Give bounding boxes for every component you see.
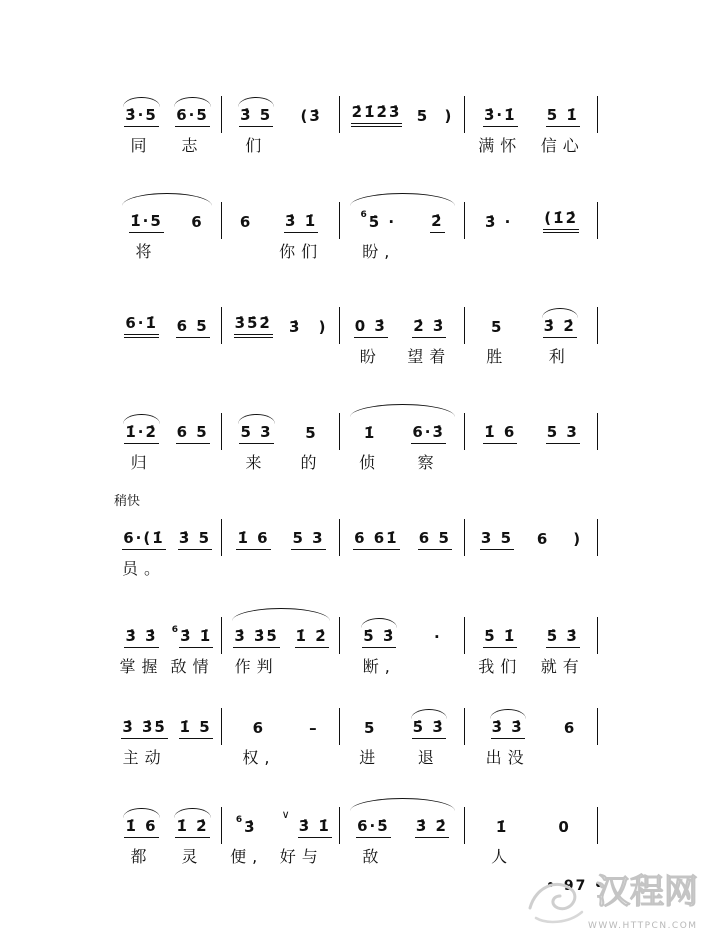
staff-system — [112, 314, 598, 364]
note-group: 6 — [191, 213, 204, 231]
note-row — [363, 715, 377, 739]
note-group: 2̇1̇2̇3̇ — [351, 103, 403, 127]
lyric-text: 来 — [245, 453, 268, 472]
beat — [272, 808, 332, 866]
note-row — [236, 526, 270, 550]
measure — [340, 209, 465, 259]
note-row — [236, 814, 258, 838]
note-group: 3 5 — [480, 529, 514, 550]
note-row — [252, 715, 266, 739]
lyric-text: 断, — [362, 657, 396, 676]
beat — [234, 314, 273, 364]
note-group: 1̇ 6 — [236, 529, 270, 550]
beat — [176, 314, 210, 364]
note-row — [443, 103, 454, 127]
beat — [354, 314, 388, 364]
beat — [541, 624, 585, 674]
measure — [340, 715, 465, 765]
measure — [112, 526, 222, 576]
measure — [222, 209, 340, 259]
note-row — [318, 314, 329, 338]
note-group: 0 3̇ — [354, 317, 388, 338]
note-row — [304, 420, 318, 444]
beat — [308, 715, 320, 765]
beat — [124, 420, 159, 470]
note-group: 6 — [536, 530, 550, 548]
note-group: 6 61̇ — [353, 529, 400, 550]
note-group: 6·5̇ — [356, 817, 391, 838]
note-group: 3̇·5 — [124, 106, 159, 127]
beat — [279, 209, 323, 259]
measure — [340, 526, 465, 576]
note-row — [239, 209, 253, 233]
measure — [340, 103, 465, 153]
beat — [170, 624, 214, 674]
note-row — [354, 314, 388, 338]
lyric-text: 都 — [130, 847, 153, 866]
lyric-text: 侦 — [359, 453, 382, 472]
lyric-text: 主动 — [122, 748, 167, 767]
lyric-text: 归 — [130, 453, 153, 472]
note-row — [176, 314, 210, 338]
note-group: 6·1̇ — [124, 314, 159, 338]
note-group: 3̇ 2̇ — [543, 317, 577, 338]
measure — [465, 624, 598, 674]
note-row — [363, 420, 377, 444]
note-group: 6·5 — [175, 106, 210, 127]
beat — [291, 526, 325, 576]
note-group: 1̇·2̇ — [124, 423, 159, 444]
note-row — [233, 624, 280, 648]
grace-note: 6 — [360, 210, 367, 220]
measure — [465, 103, 598, 153]
note-row — [234, 314, 273, 338]
note-row — [176, 420, 210, 444]
beat — [478, 624, 522, 674]
measure — [465, 314, 598, 364]
lyric-text: 利 — [548, 347, 571, 366]
note-row — [122, 526, 165, 550]
beat — [176, 420, 210, 470]
note-row — [239, 420, 273, 444]
beat — [412, 715, 446, 765]
beat — [288, 314, 302, 364]
note-row — [491, 715, 525, 739]
note-group: (1̇2̇ — [543, 209, 579, 233]
note-row — [495, 814, 509, 838]
lyric-text: 察 — [417, 453, 440, 472]
note-group: 1̇ 6 — [483, 423, 517, 444]
measure — [112, 715, 222, 765]
beat — [359, 715, 381, 765]
note-row — [351, 103, 403, 127]
beat — [536, 526, 550, 576]
note-group: 3̇ · — [484, 213, 513, 231]
note-group: 5 — [416, 107, 430, 125]
note-group: 3̇ 3̇ — [124, 627, 158, 648]
note-row — [557, 814, 571, 838]
watermark-url: WWW.HTTPCN.COM — [588, 921, 698, 931]
beat — [122, 526, 166, 576]
note-group: 1̇ 6 — [124, 817, 158, 838]
note-group: 6 — [563, 719, 577, 737]
beat — [175, 103, 210, 153]
lyric-text: 人 — [491, 847, 514, 866]
beat — [236, 526, 270, 576]
note-group: ) — [318, 318, 328, 336]
staff-system — [112, 420, 598, 470]
note-row — [178, 526, 212, 550]
note-group: 6·3̇ — [411, 423, 446, 444]
note-row — [124, 314, 159, 338]
note-group: 5 3 — [546, 423, 580, 444]
beat — [572, 526, 583, 576]
lyric-text: 我们 — [478, 657, 523, 676]
note-row — [308, 715, 320, 739]
note-group: 3̇·1̇ — [483, 106, 518, 127]
lyric-text: 你们 — [279, 242, 324, 261]
note-group: ) — [444, 107, 454, 125]
note-row — [411, 420, 446, 444]
note-group: 5 — [364, 719, 377, 737]
lyric-text: 权, — [242, 748, 276, 767]
note-row — [546, 420, 580, 444]
staff-system — [112, 624, 598, 674]
note-row — [416, 103, 430, 127]
lyric-text: 出没 — [485, 748, 530, 767]
beat — [563, 715, 577, 765]
beat — [353, 526, 400, 576]
note-group: 3̇ 3̇5̇ — [121, 718, 168, 739]
beat — [124, 314, 159, 364]
beat — [430, 209, 444, 259]
note-group: 5̇ 3̇ — [546, 627, 580, 648]
note-row — [190, 209, 204, 233]
lyric-text: 盼 — [359, 347, 382, 366]
measure — [222, 420, 340, 470]
note-row — [124, 814, 158, 838]
lyric-text: 作判 — [234, 657, 279, 676]
measure — [112, 814, 222, 864]
beat — [483, 420, 517, 470]
staff-system — [112, 808, 598, 866]
beat — [486, 314, 508, 364]
measure — [222, 808, 340, 866]
beat — [239, 420, 273, 470]
beat — [124, 814, 158, 864]
staff-system — [112, 209, 598, 259]
beat — [359, 420, 381, 470]
beat — [480, 526, 514, 576]
tempo-marking: 稍快 — [114, 494, 141, 509]
beat — [295, 624, 329, 674]
beat — [362, 624, 396, 674]
note-group: 5̇ 1̇ — [483, 627, 517, 648]
beat — [491, 814, 513, 864]
note-row — [433, 624, 443, 648]
note-row — [295, 624, 329, 648]
note-row — [124, 624, 158, 648]
measure — [222, 314, 340, 364]
measure — [222, 624, 340, 674]
measure — [340, 814, 465, 864]
grace-note: 6 — [235, 815, 243, 825]
note-group: 5 3 — [291, 529, 325, 550]
note-group: 1̇·5 — [129, 212, 164, 233]
watermark-name: 汉程网 — [596, 872, 698, 912]
lyric-text: 员。 — [121, 559, 166, 578]
beat — [318, 314, 329, 364]
beat — [541, 103, 585, 153]
note-row — [430, 209, 444, 233]
note-group: 5 — [305, 424, 318, 442]
note-row — [356, 814, 391, 838]
measure — [465, 209, 598, 259]
lyric-text: 志 — [181, 136, 204, 155]
note-group: 1̇ 5 — [179, 718, 213, 739]
lyric-text: 盼, — [362, 242, 396, 261]
lyric-text: 望着 — [407, 347, 452, 366]
staff-system — [112, 103, 598, 153]
beat — [486, 715, 530, 765]
beat — [242, 715, 275, 765]
beat — [239, 209, 253, 259]
note-row — [546, 103, 580, 127]
note-group: 5 1̇ — [546, 106, 580, 127]
beat — [233, 624, 280, 674]
note-row — [175, 103, 210, 127]
note-group: 5̇ 3̇ — [412, 718, 446, 739]
beat — [300, 103, 323, 153]
note-group: – — [309, 719, 319, 737]
beat — [301, 420, 323, 470]
note-row — [484, 209, 513, 233]
breath-mark: ∨ — [281, 808, 290, 821]
note-row — [362, 624, 396, 648]
note-row — [490, 314, 504, 338]
page-number: • 97 • — [546, 878, 606, 894]
note-group: 2̇ — [430, 212, 444, 233]
beat — [484, 209, 513, 259]
note-row — [412, 715, 446, 739]
beat — [121, 715, 168, 765]
beat — [179, 715, 213, 765]
beat — [557, 814, 571, 864]
lyric-text: 胜 — [486, 347, 509, 366]
measure — [465, 420, 598, 470]
note-group: (3̇ — [300, 107, 322, 125]
note-row — [300, 103, 323, 127]
beat — [418, 526, 452, 576]
note-row — [172, 624, 213, 648]
beat — [124, 103, 159, 153]
note-group: 5̇ 3̇ — [362, 627, 396, 648]
beat — [239, 103, 273, 153]
beat — [443, 103, 454, 153]
beat — [351, 103, 403, 153]
lyric-text: 敌情 — [170, 657, 215, 676]
measure — [112, 103, 222, 153]
measure — [222, 526, 340, 576]
note-row — [291, 526, 325, 550]
measure — [465, 715, 598, 765]
note-row — [360, 209, 397, 233]
note-row — [129, 209, 164, 233]
measure — [112, 209, 222, 259]
beat — [546, 420, 580, 470]
beat — [129, 209, 164, 259]
note-group: 3̇ 3̇5̇ — [233, 627, 280, 648]
note-group: 3̇ — [289, 318, 302, 336]
staff-system — [112, 715, 598, 765]
measure — [340, 314, 465, 364]
note-group: 6 — [239, 213, 253, 231]
beat — [415, 814, 449, 864]
measure — [222, 715, 340, 765]
lyric-text: 退 — [417, 748, 440, 767]
note-row — [415, 814, 449, 838]
note-group: 6·(1̇ — [122, 529, 165, 550]
beat — [360, 209, 397, 259]
note-row — [239, 103, 273, 127]
lyric-text: 满怀 — [478, 136, 523, 155]
note-group: 3̇ 1̇ — [284, 212, 318, 233]
note-group: 2̇ 3̇ — [412, 317, 446, 338]
note-group: 0 — [558, 818, 571, 836]
lyric-text: 便, — [230, 847, 264, 866]
beat — [356, 814, 391, 864]
measure — [112, 624, 222, 674]
note-row — [288, 314, 302, 338]
note-group: 6 — [252, 719, 266, 737]
note-group: 1̇ 2̇ — [175, 817, 209, 838]
note-row — [272, 808, 332, 838]
note-group: 3̇5̇2̇ — [234, 314, 273, 338]
lyric-text: 掌握 — [119, 657, 164, 676]
note-group: 5 — [491, 318, 504, 336]
measure — [340, 420, 465, 470]
lyric-text: 灵 — [181, 847, 204, 866]
lyric-text: 将 — [135, 242, 158, 261]
note-row — [121, 715, 168, 739]
note-row — [483, 103, 518, 127]
note-group: 3̇ 5 — [178, 529, 212, 550]
beat — [175, 814, 209, 864]
note-group: 3̇ — [244, 818, 257, 836]
note-row — [418, 526, 452, 550]
beat — [178, 526, 212, 576]
grace-note: 6 — [171, 625, 179, 635]
note-group: 5̇ · — [368, 213, 397, 231]
note-row — [483, 420, 517, 444]
note-row — [536, 526, 550, 550]
note-group: 6 5 — [176, 423, 210, 444]
lyric-text: 敌 — [362, 847, 385, 866]
lyric-text: 信心 — [540, 136, 585, 155]
note-row — [179, 715, 213, 739]
note-row — [175, 814, 209, 838]
note-group: 3̇ 5 — [239, 106, 273, 127]
beat — [433, 624, 443, 674]
beat — [416, 103, 430, 153]
note-group: ) — [573, 530, 583, 548]
beat — [190, 209, 204, 259]
beat — [407, 314, 451, 364]
beat — [119, 624, 163, 674]
note-group: 3̇ 2̇ — [415, 817, 449, 838]
measure — [465, 526, 598, 576]
beat — [478, 103, 522, 153]
watermark-logo-icon — [522, 868, 592, 928]
note-row — [546, 624, 580, 648]
note-row — [543, 209, 579, 233]
note-group: 1̇ — [495, 818, 509, 836]
note-row — [563, 715, 577, 739]
note-group: 3̇ 1̇ — [298, 817, 332, 838]
lyric-text: 进 — [359, 748, 382, 767]
note-row — [124, 420, 159, 444]
lyric-text: 好与 — [279, 847, 324, 866]
lyric-text: 同 — [130, 136, 153, 155]
note-row — [483, 624, 517, 648]
beat — [230, 814, 263, 864]
measure — [112, 314, 222, 364]
note-group: 1̇ 2̇ — [295, 627, 329, 648]
beat — [543, 209, 579, 259]
lyric-text: 就有 — [540, 657, 585, 676]
measure — [340, 624, 465, 674]
measure — [112, 420, 222, 470]
staff-system — [112, 494, 598, 578]
note-group: 6 5 — [418, 529, 452, 550]
measure — [465, 814, 598, 864]
measure — [222, 103, 340, 153]
note-group: 6 5 — [176, 317, 210, 338]
lyric-text: 的 — [300, 453, 323, 472]
beat — [543, 314, 577, 364]
note-group: 3̇ 3̇ — [491, 718, 525, 739]
note-group: 5 3 — [239, 423, 273, 444]
note-row — [543, 314, 577, 338]
beat — [411, 420, 446, 470]
note-row — [124, 103, 159, 127]
note-row — [572, 526, 583, 550]
note-group: 3̇ 1̇ — [179, 627, 213, 648]
lyric-text: 们 — [245, 136, 268, 155]
note-row — [284, 209, 318, 233]
note-row — [412, 314, 446, 338]
note-row — [480, 526, 514, 550]
note-group: · — [434, 628, 442, 646]
note-group: 1̇ — [363, 424, 377, 442]
note-row — [353, 526, 400, 550]
